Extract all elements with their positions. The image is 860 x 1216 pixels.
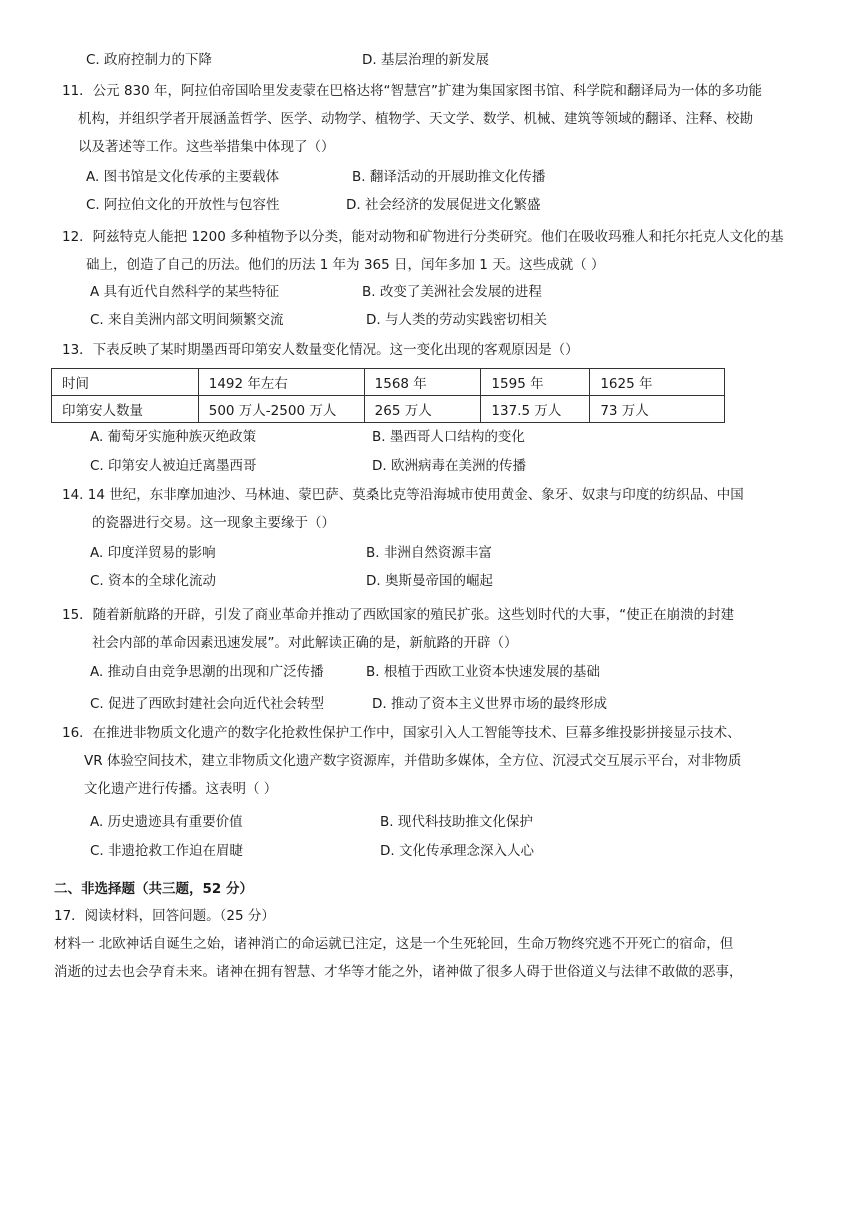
q10-option-c: C. 政府控制力的下降 <box>86 52 213 68</box>
q10-option-d: D. 基层治理的新发展 <box>362 52 489 68</box>
q15-option-a: A. 推动自由竞争思潮的出现和广泛传播 <box>90 664 324 680</box>
material-line-2: 消逝的过去也会孕育未来。诸神在拥有智慧、才华等才能之外，诸神做了很多人碍于世俗道义与法律不敢做的恶事， <box>54 964 743 980</box>
table-row <box>52 396 725 423</box>
q14-option-d: D. 奥斯曼帝国的崛起 <box>366 573 493 589</box>
q13-stem: 13．下表反映了某时期墨西哥印第安人数量变化情况。这一变化出现的客观原因是（） <box>62 342 579 358</box>
q15-option-d: D. 推动了资本主义世界市场的最终形成 <box>372 696 607 712</box>
q15-option-b: B. 根植于西欧工业资本快速发展的基础 <box>366 664 600 680</box>
table-cell: 500 万人-2500 万人 <box>198 396 364 423</box>
q13-option-b: B. 墨西哥人口结构的变化 <box>372 429 525 445</box>
q14-option-b: B. 非洲自然资源丰富 <box>366 545 492 561</box>
q14-option-a: A. 印度洋贸易的影响 <box>90 545 216 561</box>
q11-stem-line-3: 以及著述等工作。这些举措集中体现了（） <box>78 139 335 155</box>
q16-option-d: D. 文化传承理念深入人心 <box>380 843 534 859</box>
table-cell: 137.5 万人 <box>481 396 590 423</box>
q13-option-c: C. 印第安人被迫迁离墨西哥 <box>90 458 257 474</box>
table-cell: 1568 年 <box>364 369 481 396</box>
q11-option-d: D. 社会经济的发展促进文化繁盛 <box>346 197 541 213</box>
table-cell: 1492 年左右 <box>198 369 364 396</box>
q12-option-d: D. 与人类的劳动实践密切相关 <box>366 312 547 328</box>
q12-stem-line-2: 础上，创造了自己的历法。他们的历法 1 年为 365 日，闰年多加 1 天。这些成就（ ） <box>86 257 605 273</box>
table-cell: 1595 年 <box>481 369 590 396</box>
table-cell: 265 万人 <box>364 396 481 423</box>
q17-stem: 17．阅读材料，回答问题。（25 分） <box>54 908 275 924</box>
table-cell: 时间 <box>52 369 199 396</box>
q11-stem-line-2: 机构，并组织学者开展涵盖哲学、医学、动物学、植物学、天文学、数学、机械、建筑等领域的翻译、注释、校勘 <box>78 111 753 127</box>
q15-option-c: C. 促进了西欧封建社会向近代社会转型 <box>90 696 325 712</box>
q11-option-b: B. 翻译活动的开展助推文化传播 <box>352 169 546 185</box>
q12-option-a: A 具有近代自然科学的某些特征 <box>90 284 280 300</box>
q11-stem-line-1: 11．公元 830 年，阿拉伯帝国哈里发麦蒙在巴格达将“智慧宫”扩建为集国家图书馆、科学院和翻译局为一体的多功能 <box>62 83 763 99</box>
q16-option-a: A. 历史遗迹具有重要价值 <box>90 814 243 830</box>
q14-stem-line-1: 14. 14 世纪，东非摩加迪沙、马林迪、蒙巴萨、莫桑比克等沿海城市使用黄金、象牙、奴隶与印度的纺织品、中国 <box>62 487 744 503</box>
q16-stem-line-2: VR 体验空间技术，建立非物质文化遗产数字资源库，并借助多媒体，全方位、沉浸式交互展示平台，对非物质 <box>84 753 742 769</box>
table-cell: 73 万人 <box>590 396 725 423</box>
q11-option-c: C. 阿拉伯文化的开放性与包容性 <box>86 197 280 213</box>
q12-stem-line-1: 12．阿兹特克人能把 1200 多种植物予以分类，能对动物和矿物进行分类研究。他们在吸收玛雅人和托尔托克人文化的基 <box>62 229 784 245</box>
q16-stem-line-1: 16．在推进非物质文化遗产的数字化抢救性保护工作中，国家引入人工智能等技术、巨幕多维投影拼接显示技术、 <box>62 725 741 741</box>
q13-option-d: D. 欧洲病毒在美洲的传播 <box>372 458 526 474</box>
q15-stem-line-1: 15．随着新航路的开辟，引发了商业革命并推动了西欧国家的殖民扩张。这些划时代的大事，“使正在崩溃的封建 <box>62 607 735 623</box>
q13-option-a: A. 葡萄牙实施种族灭绝政策 <box>90 429 257 445</box>
q15-stem-line-2: 社会内部的革命因素迅速发展”。对此解读正确的是，新航路的开辟（） <box>92 635 518 651</box>
q12-option-b: B. 改变了美洲社会发展的进程 <box>362 284 542 300</box>
q14-stem-line-2: 的瓷器进行交易。这一现象主要缘于（） <box>92 515 335 531</box>
table-header-row <box>52 369 725 396</box>
q16-option-c: C. 非遗抢救工作迫在眉睫 <box>90 843 244 859</box>
q16-option-b: B. 现代科技助推文化保护 <box>380 814 533 830</box>
section-heading: 二、非选择题（共三题，52 分） <box>54 881 253 897</box>
population-table <box>51 368 725 423</box>
q11-option-a: A. 图书馆是文化传承的主要载体 <box>86 169 280 185</box>
material-line-1: 材料一 北欧神话自诞生之始，诸神消亡的命运就已注定，这是一个生死轮回，生命万物终究逃不开死亡的宿命，但 <box>54 936 734 952</box>
q16-stem-line-3: 文化遗产进行传播。这表明（ ） <box>84 781 278 797</box>
table-cell: 印第安人数量 <box>52 396 199 423</box>
q12-option-c: C. 来自美洲内部文明间频繁交流 <box>90 312 284 328</box>
q14-option-c: C. 资本的全球化流动 <box>90 573 217 589</box>
table-cell: 1625 年 <box>590 369 725 396</box>
